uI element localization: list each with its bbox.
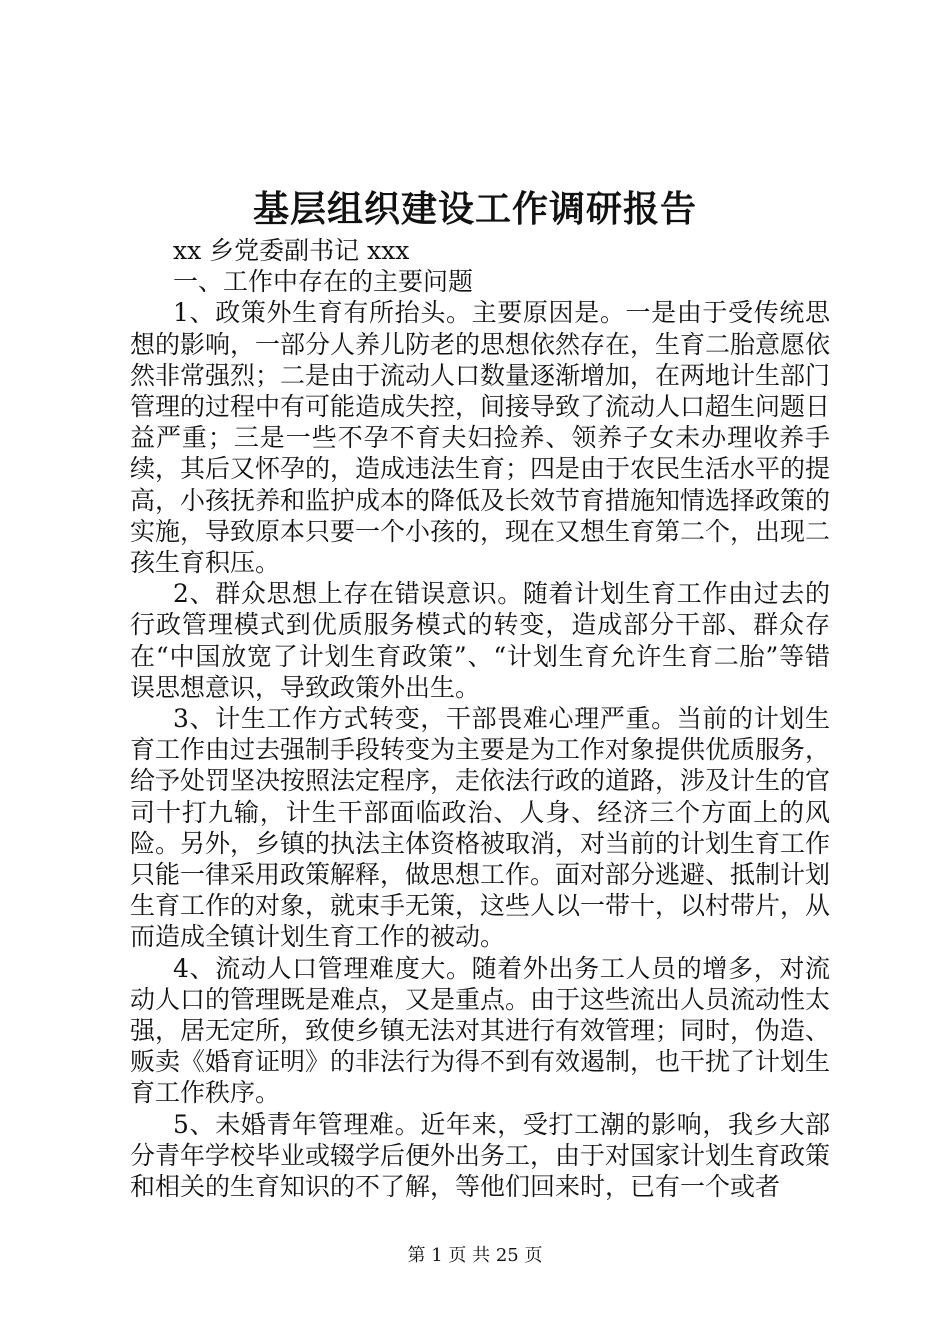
section-heading: 一、工作中存在的主要问题 (173, 267, 474, 297)
document-body (130, 235, 830, 1202)
document-title: 基层组织建设工作调研报告 (252, 188, 697, 230)
paragraph-1: 1、政策外生育有所抬头。主要原因是。一是由于受传统思想的影响，一部分人养儿防老的思想依然存在，生育二胎意愿依然非常强烈；二是由于流动人口数量逐渐增加，在两地计生部门管理的过程中有可能造成失控，间接导致了流动人口超生问题日益严重；三是一些不孕不育夫妇捡养、领养子女未办理收养手续，其后又怀孕的，造成违法生育；四是由于农民生活水平的提高，小孩抚养和监护成本的降低及长效节育措施知情选择政策的实施，导致原本只要一个小孩的，现在又想生育第二个，出现二孩生育积压。 (130, 298, 831, 578)
author-line: xx 乡党委副书记 xxx (173, 236, 410, 265)
paragraph-3: 3、计生工作方式转变，干部畏难心理严重。当前的计划生育工作由过去强制手段转变为主要是为工作对象提供优质服务，给予处罚坚决按照法定程序，走依法行政的道路，涉及计生的官司十打九输，计生干部面临政治、人身、经济三个方面上的风险。另外，乡镇的执法主体资格被取消，对当前的计划生育工作只能一律采用政策解释，做思想工作。面对部分逃避、抵制计划生育工作的对象，就束手无策，这些人以一带十，以村带片，从而造成全镇计划生育工作的被动。 (130, 704, 831, 952)
page-number-footer: 第 1 页 共 25 页 (407, 1245, 543, 1266)
paragraph-2: 2、群众思想上存在错误意识。随着计划生育工作由过去的行政管理模式到优质服务模式的转变，造成部分干部、群众存在“中国放宽了计划生育政策”、“计划生育允许生育二胎”等错误思想意识，导致政策外出生。 (130, 579, 830, 702)
paragraph-4: 4、流动人口管理难度大。随着外出务工人员的增多，对流动人口的管理既是难点，又是重点。由于这些流出人员流动性太强，居无定所，致使乡镇无法对其进行有效管理；同时，伪造、贩卖《婚育证明》的非法行为得不到有效遏制，也干扰了计划生育工作秩序。 (130, 953, 831, 1108)
paragraph-5: 5、未婚青年管理难。近年来，受打工潮的影响，我乡大部分青年学校毕业或辍学后便外出务工，由于对国家计划生育政策和相关的生育知识的不了解，等他们回来时，已有一个或者 (130, 1109, 831, 1202)
